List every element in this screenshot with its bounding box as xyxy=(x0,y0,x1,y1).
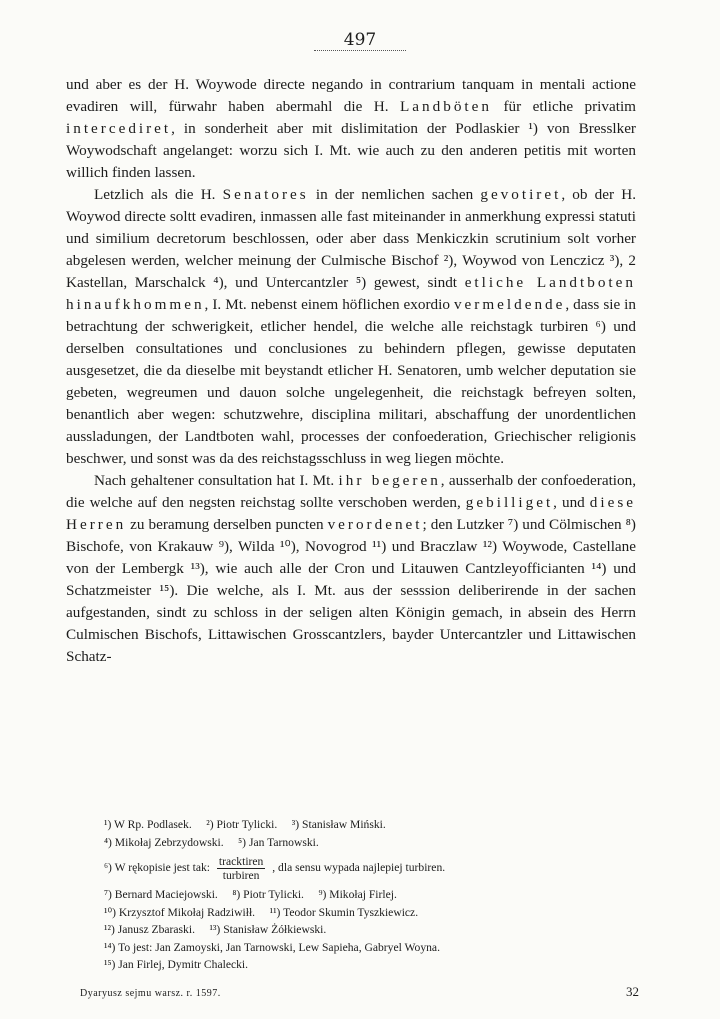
footnote-line xyxy=(104,904,624,922)
footnote-line xyxy=(104,886,624,904)
spaced-emphasis: verordenet xyxy=(327,516,423,533)
footnote-13: ¹³) Stanisław Żółkiewski. xyxy=(209,923,327,936)
spaced-emphasis: ihr begeren xyxy=(338,472,441,489)
footnote-12: ¹²) Janusz Zbaraski. xyxy=(104,923,195,936)
footnote-5: ⁵) Jan Tarnowski. xyxy=(238,835,319,849)
sheet-number: 32 xyxy=(626,984,639,999)
signature-line: Dyaryusz sejmu warsz. r. 1597. xyxy=(80,988,221,999)
spaced-emphasis: diese Herren xyxy=(66,494,636,533)
paragraph: Nach gehaltener consultation hat I. Mt. ihr begeren, ausserhalb der confoederation, die welche auf den negsten reichstag sollte verschoben werden, gebilliget, und diese Herren zu beramung derselben puncten verordenet; den Lutzker ⁷) und Cölmischen ⁸) Bischofe, von Krakauw ⁹), Wilda ¹⁰), Novogrod ¹¹) und Braczlaw ¹²) Woywode, Castellane von der Lembergk ¹³), wie auch alle der Cron und Litauwen Cantzleyofficianten ¹⁴) und Schatzmeister ¹⁵). Die welche, als I. Mt. aus der sesssion deliberirende in der sachen aufgestanden, sindt zu schloss in der seligen alten Königin gemach, in absein des Herrn Culmischen Bischofs, Littawischen Grosscantzlers, bayder Untercantzler und Littawischen Schatz- xyxy=(66,472,636,665)
spaced-emphasis: Landböten xyxy=(400,98,492,115)
footnote-7: ⁷) Bernard Maciejowski. xyxy=(104,888,218,901)
footnote-10: ¹⁰) Krzysztof Mikołaj Radziwiłł. xyxy=(104,905,256,919)
body-text xyxy=(66,74,636,668)
footnote-line xyxy=(104,816,624,834)
spaced-emphasis: intercediret xyxy=(66,120,172,137)
spaced-emphasis: Senatores xyxy=(222,186,309,203)
footnote-14: ¹⁴) To jest: Jan Zamoyski, Jan Tarnowski, Lew Sapieha, Gabryel Woyna. xyxy=(104,940,440,954)
spaced-emphasis: gevotiret xyxy=(480,186,562,203)
footnote-8: ⁸) Piotr Tylicki. xyxy=(232,888,304,901)
paragraph: und aber es der H. Woywode directe negando in contrarium tanquam in mentali actione evadiren will, fürwahr haben abermahl die H. Landböten für etliche privatim intercediret, in sonderheit aber mit dislimitation der Podlaskier ¹) von Bresslker Woywodschaft angelanget: worzu sich I. Mt. wie auch zu den anderen petitis mit worten willich finden lassen. xyxy=(66,76,636,181)
paragraph: Letzlich als die H. Senatores in der nemlichen sachen gevotiret, ob der H. Woywod directe soltt evadiren, inmassen alle fast miteinander in anmerkhung expressi statuti und similium decretorum beschlossen, oder aber dass Menkiczkin scrutinium solt vorher abgelesen werden, welcher meinung der Culmische Bischof ²), Woywod von Lenczicz ³), 2 Kastellan, Marschalck ⁴), und Untercantzler ⁵) gewest, sindt etliche Landtboten hinaufkhommen, I. Mt. nebenst einem höflichen exordio vermeldende, dass sie in betrachtung der schwerigkeit, etlicher hendel, die welche alle reichstagk turbiren ⁶) und derselben consultationes und conclusiones zu behindern pflegen, gewisse deputaten ausgesetzet, die da dieselbe mit beystandt etlicher H. Senatoren, umb welcher deputation sie gebeten, wegreumen und dauon solche ungelegenheit, die reichstagk befreyen solten, benantlich aber wegen: schutzwehre, disciplina militari, abschaffung der unordentlichen aussladungen, der Landtboten wahl, processes der confoederation, Griechischer religionis beschwer, und sonst was da des reichstagsschluss in weg liegen möchte. xyxy=(66,186,636,467)
footnote-2: ²) Piotr Tylicki. xyxy=(206,818,278,831)
fraction: $\frac{\text{tracktiren}}{\text{turbiren}}$ xyxy=(218,855,264,882)
footnotes xyxy=(104,816,624,974)
footnote-6: ⁶) W rękopisie jest tak: $\frac{\text{tracktiren}}{\text{turbiren}}$ , dla sensu wypada najlepiej turbiren. xyxy=(104,855,446,882)
footnote-3: ³) Stanisław Miński. xyxy=(291,818,386,831)
footnote-1: ¹) W Rp. Podlasek. xyxy=(104,818,192,831)
footnote-line xyxy=(104,921,624,939)
footnote-4: ⁴) Mikołaj Zebrzydowski. xyxy=(104,835,224,849)
spaced-emphasis: etliche Landtboten hinaufkhommen xyxy=(66,274,636,313)
spaced-emphasis: vermeldende xyxy=(453,296,566,313)
footnote-15: ¹⁵) Jan Firlej, Dymitr Chalecki. xyxy=(104,958,249,971)
footnote-9: ⁹) Mikołaj Firlej. xyxy=(318,888,397,901)
spaced-emphasis: gebilliget xyxy=(465,494,554,511)
footnote-line xyxy=(104,834,624,852)
footnote-11: ¹¹) Teodor Skumin Tyszkiewicz. xyxy=(269,905,419,919)
page-number: 497 xyxy=(0,30,720,50)
